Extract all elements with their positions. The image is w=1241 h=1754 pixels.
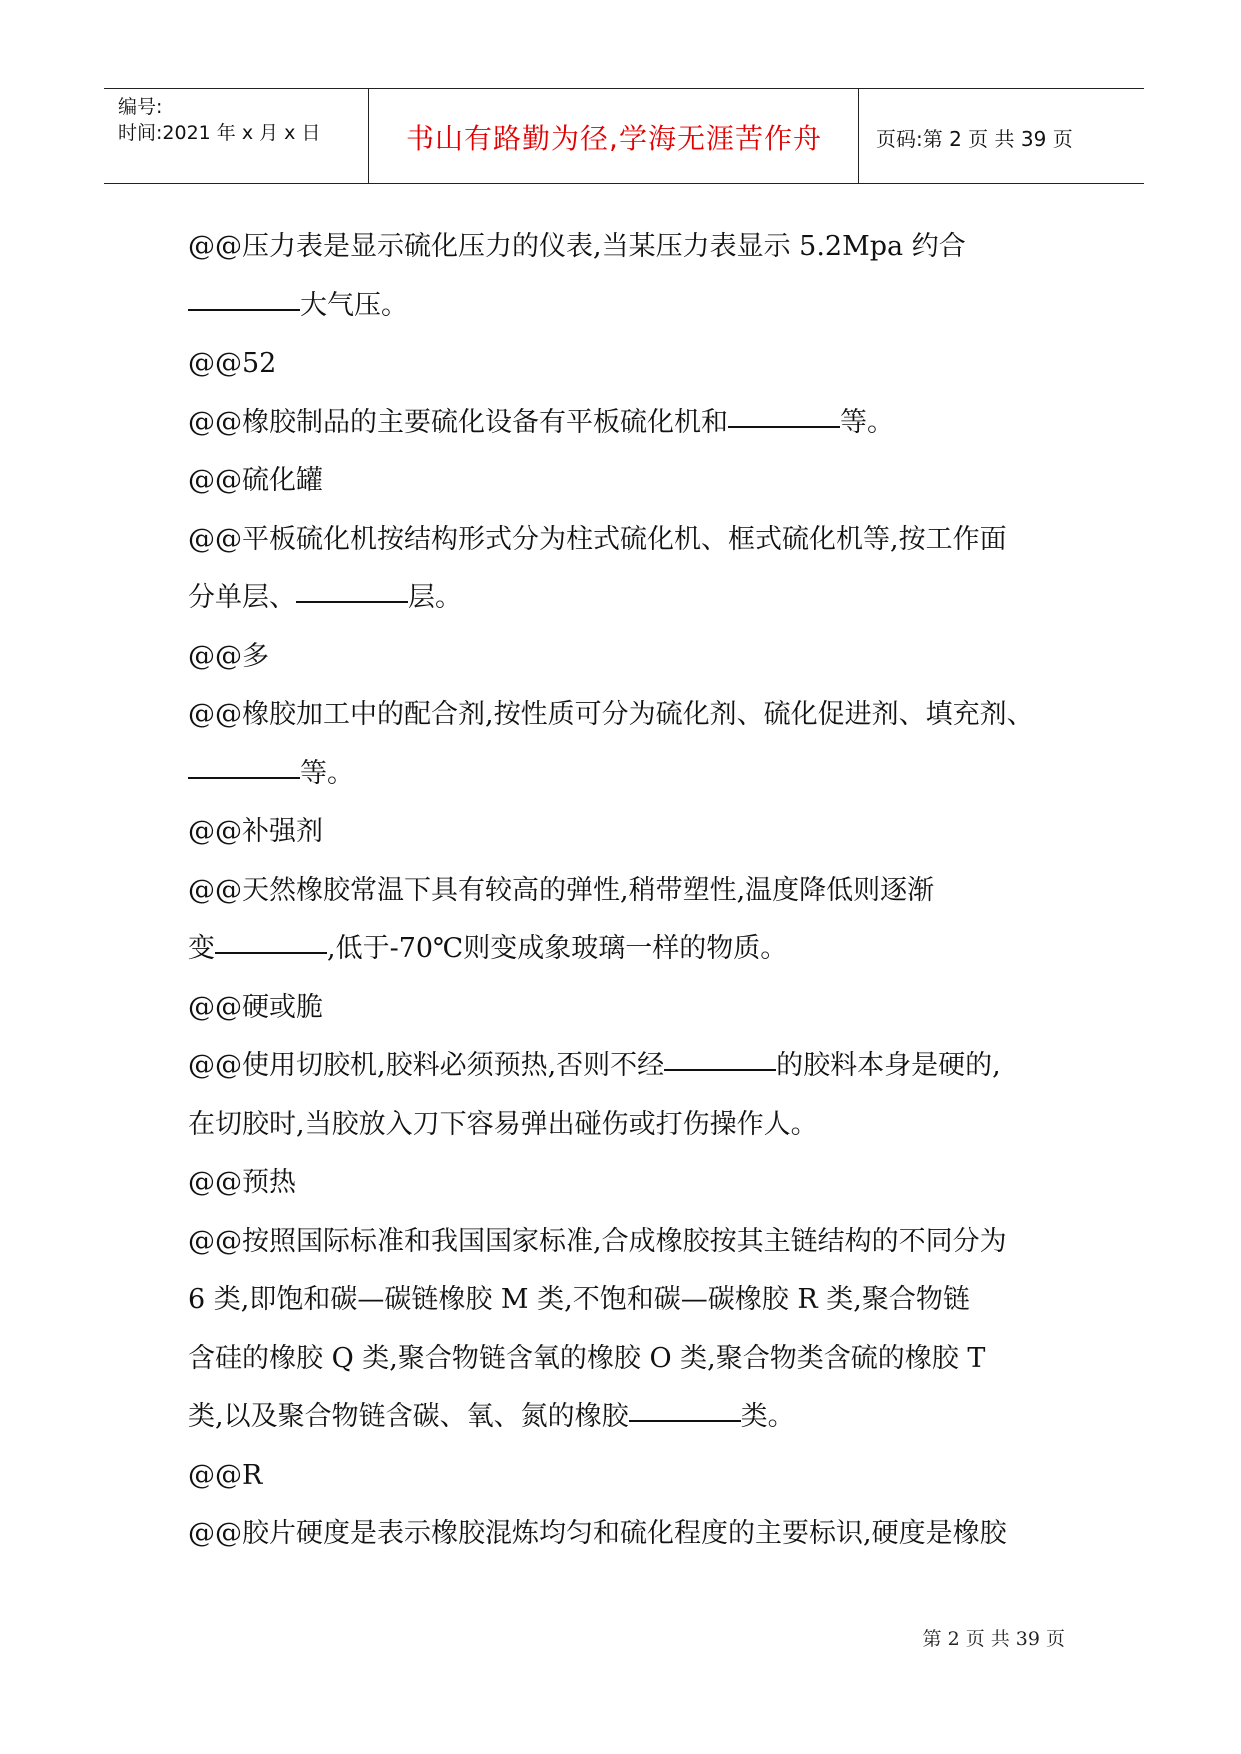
text-segment: 6 类,即饱和碳—碳链橡胶 M 类,不饱和碳—碳橡胶 R 类,聚合物链 (188, 1284, 970, 1315)
text-line (188, 1388, 1068, 1447)
text-segment: 变 (188, 933, 215, 964)
text-segment: @@天然橡胶常温下具有较高的弹性,稍带塑性,温度降低则逐渐 (188, 874, 935, 906)
text-line (188, 920, 1068, 979)
fill-in-blank (664, 1068, 776, 1071)
text-line (188, 1330, 1068, 1389)
document-time-label: 时间:2021 年 x 月 x 日 (118, 122, 321, 144)
page-header (104, 88, 1144, 184)
header-motto-cell (370, 89, 859, 183)
text-segment: @@胶片硬度是表示橡胶混炼均匀和硫化程度的主要标识,硬度是橡胶 (188, 1518, 1007, 1549)
text-segment: 类。 (740, 1401, 795, 1432)
text-line (188, 686, 1068, 745)
page-footer: 第 2 页 共 39 页 (922, 1628, 1065, 1650)
text-segment: @@52 (188, 348, 277, 379)
fill-in-blank (296, 600, 408, 603)
header-motto: 书山有路勤为径,学海无涯苦作舟 (406, 122, 822, 155)
text-segment: @@硬或脆 (188, 991, 323, 1023)
text-line (188, 1096, 1068, 1155)
text-segment: 含硅的橡胶 Q 类,聚合物链含氧的橡胶 O 类,聚合物类含硫的橡胶 T (188, 1342, 986, 1374)
text-segment: @@硫化罐 (188, 465, 323, 496)
text-segment: 的胶料本身是硬的, (776, 1050, 1001, 1081)
text-segment: @@平板硫化机按结构形式分为柱式硫化机、框式硫化机等,按工作面 (188, 523, 1007, 555)
text-segment: @@橡胶制品的主要硫化设备有平板硫化机和 (188, 406, 728, 438)
text-segment: @@多 (188, 640, 269, 672)
text-line (188, 277, 1068, 336)
text-line (188, 569, 1068, 628)
text-line (188, 1154, 1068, 1213)
text-line (188, 1037, 1068, 1096)
header-page-info: 页码:第 2 页 共 39 页 (876, 127, 1073, 151)
fill-in-blank (728, 425, 840, 428)
text-line (188, 1213, 1068, 1272)
fill-in-blank (629, 1419, 741, 1422)
text-segment: @@使用切胶机,胶料必须预热,否则不经 (188, 1050, 665, 1081)
fill-in-blank (215, 951, 327, 954)
text-segment: 分单层、 (188, 582, 296, 613)
text-segment: 层。 (408, 582, 462, 613)
text-line (188, 803, 1068, 862)
text-segment: 等。 (300, 757, 354, 789)
text-line (188, 1271, 1068, 1330)
text-line (188, 628, 1068, 687)
text-segment: @@压力表是显示硫化压力的仪表,当某压力表显示 5.2Mpa 约合 (188, 231, 966, 262)
text-line (188, 1447, 1068, 1506)
text-line (188, 862, 1068, 921)
header-left-cell (104, 89, 369, 183)
text-segment: 在切胶时,当胶放入刀下容易弹出碰伤或打伤操作人。 (188, 1108, 818, 1140)
text-segment: @@按照国际标准和我国国家标准,合成橡胶按其主链结构的不同分为 (188, 1225, 1007, 1257)
text-line (188, 979, 1068, 1038)
text-segment: 类,以及聚合物链含碳、氧、氮的橡胶 (188, 1401, 629, 1432)
text-segment: @@橡胶加工中的配合剂,按性质可分为硫化剂、硫化促进剂、填充剂、 (188, 699, 1034, 730)
text-segment: @@R (188, 1459, 263, 1491)
text-line (188, 394, 1068, 453)
document-number-label: 编号: (118, 96, 163, 118)
text-segment: ,低于-70℃则变成象玻璃一样的物质。 (327, 933, 788, 964)
fill-in-blank (188, 308, 300, 311)
text-segment: @@补强剂 (188, 816, 323, 847)
header-page-cell (860, 89, 1144, 183)
text-line (188, 335, 1068, 394)
text-line (188, 218, 1068, 277)
text-segment: 大气压。 (300, 289, 408, 321)
document-body (188, 218, 1068, 1564)
text-line (188, 745, 1068, 804)
fill-in-blank (188, 776, 300, 779)
text-line (188, 1505, 1068, 1564)
text-line (188, 452, 1068, 511)
text-segment: 等。 (840, 406, 894, 438)
text-line (188, 511, 1068, 570)
text-segment: @@预热 (188, 1167, 296, 1198)
